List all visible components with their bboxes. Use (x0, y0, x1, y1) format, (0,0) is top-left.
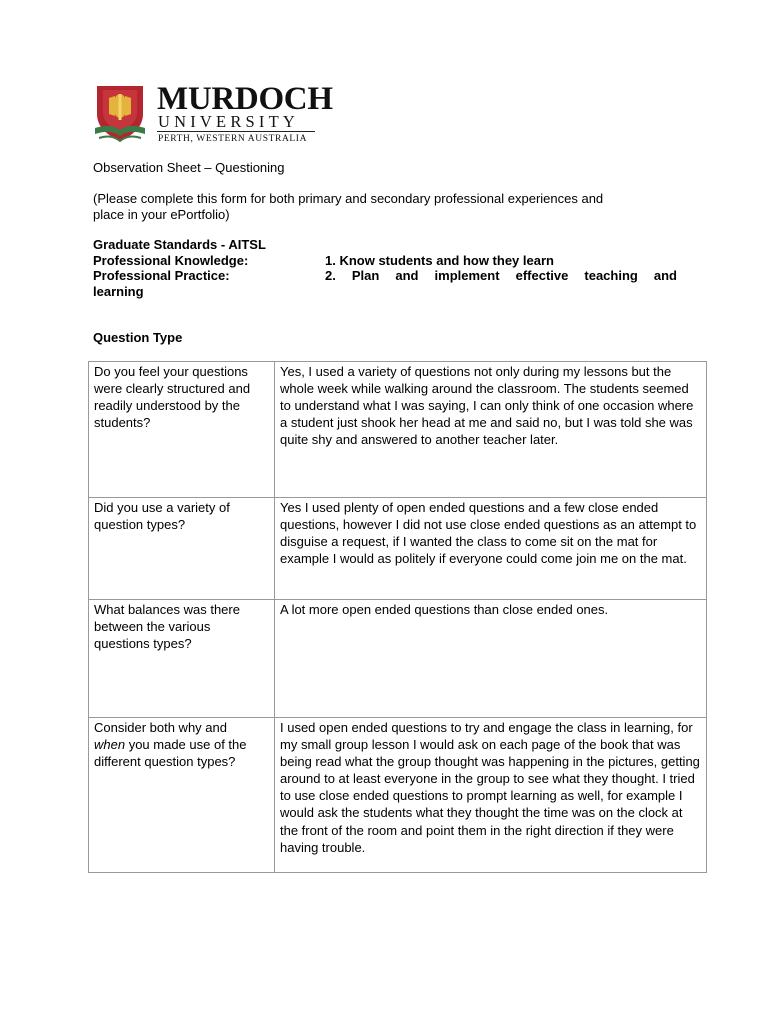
logo-divider (157, 131, 315, 132)
professional-knowledge-value: 1. Know students and how they learn (325, 253, 554, 268)
table-row (89, 362, 707, 498)
instructions-line-1: (Please complete this form for both primary and secondary professional experiences and (93, 191, 604, 206)
university-crest-icon (93, 84, 147, 146)
question-cell: What balances was there between the various questions types? (89, 600, 275, 718)
standards-title: Graduate Standards - AITSL (93, 237, 266, 252)
professional-practice-value: 2. Plan and implement effective teaching and (325, 268, 677, 283)
question-type-table (88, 361, 707, 873)
section-title: Question Type (93, 330, 183, 345)
answer-cell: Yes I used plenty of open ended questions and a few close ended questions, however I did not use close ended questions as an attempt to disguise a request, if I wanted the class to come sit on the mat for example I would as politely if everyone could come join me on the mat. (275, 498, 707, 600)
professional-knowledge-label: Professional Knowledge: (93, 253, 249, 268)
professional-practice-label: Professional Practice: (93, 268, 230, 283)
answer-cell: I used open ended questions to try and engage the class in learning, for my small group lesson I would ask on each page of the book that was being read what the group thought was happening in the pictures, getting around to at least everyone in the group to see what they thought. I tried to use close ended questions to prompt learning as well, for example I would ask the students what they thought the time was on the clock at the front of the room and point them in the right direction if they were having trouble. (275, 718, 707, 873)
professional-practice-value-cont: learning (93, 284, 144, 299)
page-title: Observation Sheet – Questioning (93, 160, 285, 175)
university-logo (93, 81, 333, 150)
question-cell (89, 718, 275, 873)
table-row (89, 498, 707, 600)
question-text-end: you made use of the different question types? (94, 737, 247, 770)
answer-cell: A lot more open ended questions than close ended ones. (275, 600, 707, 718)
question-cell: Do you feel your questions were clearly structured and readily understood by the students? (89, 362, 275, 498)
question-text-start: Consider both why and (94, 720, 227, 735)
instructions-line-2: place in your ePortfolio) (93, 207, 230, 222)
question-emphasis: when (94, 737, 126, 753)
table-row (89, 718, 707, 873)
question-cell: Did you use a variety of question types? (89, 498, 275, 600)
logo-title: MURDOCH (157, 81, 333, 117)
logo-subtitle: UNIVERSITY (158, 112, 299, 131)
answer-cell: Yes, I used a variety of questions not only during my lessons but the whole week while walking around the classroom. The students seemed to understand what I was saying, I can only think of one occasion where a student just shook her head at me and said no, but I was told she was quite shy and answered to another teacher later. (275, 362, 707, 498)
logo-location: PERTH, WESTERN AUSTRALIA (158, 134, 308, 144)
table-row (89, 600, 707, 718)
